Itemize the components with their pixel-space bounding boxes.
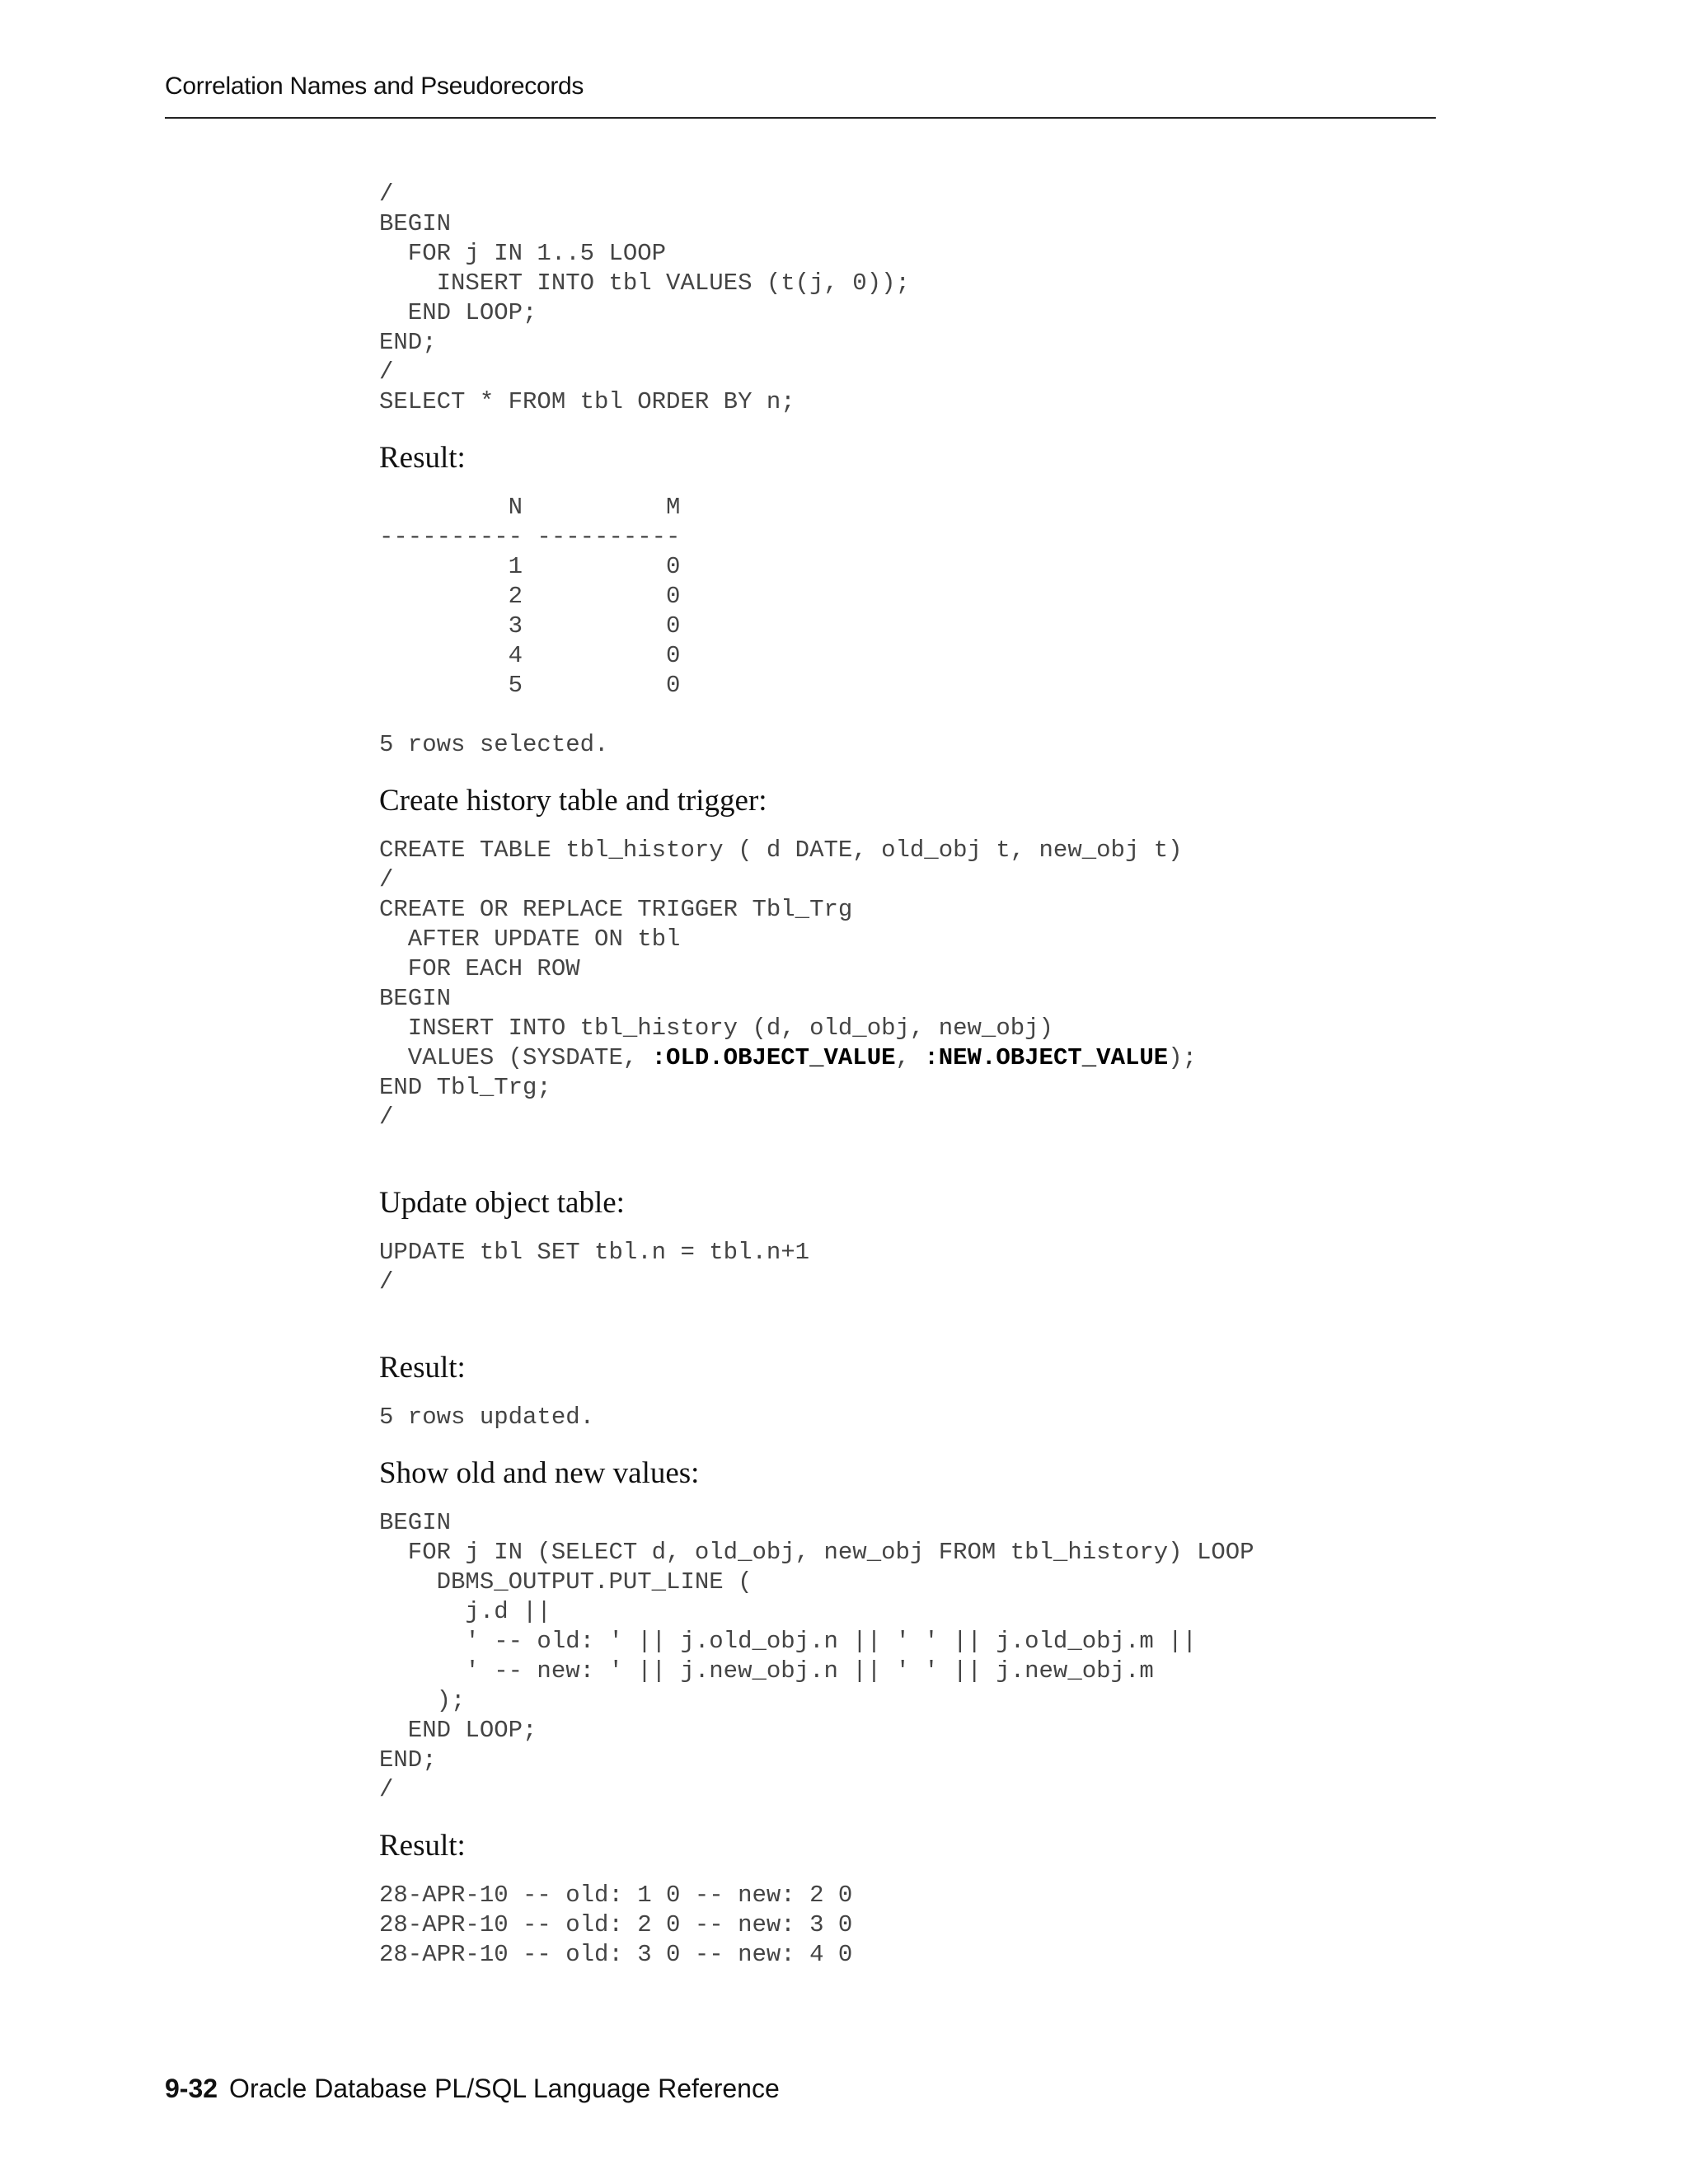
- update-result-output: 5 rows updated.: [379, 1404, 595, 1431]
- update-label: Update object table:: [379, 1186, 625, 1220]
- page-footer: [165, 2074, 780, 2104]
- code-text: ,: [895, 1044, 925, 1071]
- result-table-output: N M ---------- ---------- 1 0 2 0 3 0 4 0 5 0 5 rows selected.: [379, 494, 681, 758]
- page-number: 9-32: [165, 2074, 218, 2103]
- result-label: Result:: [379, 1829, 466, 1863]
- code-block-insert-loop: / BEGIN FOR j IN 1..5 LOOP INSERT INTO tbl VALUES (t(j, 0)); END LOOP; END; / SELECT * FROM tbl ORDER BY n;: [379, 180, 910, 415]
- code-text: CREATE TABLE tbl_history ( d DATE, old_obj t, new_obj t) / CREATE OR REPLACE TRIGGER Tbl_Trg AFTER UPDATE ON tbl FOR EACH ROW BEGIN INSERT INTO tbl_history (d, old_obj, new_obj) VALUES (SYSDATE,: [379, 837, 1183, 1071]
- code-block-show-values: BEGIN FOR j IN (SELECT d, old_obj, new_obj FROM tbl_history) LOOP DBMS_OUTPUT.PUT_LINE ( j.d || ' -- old: ' || j.old_obj.n || ' ' || j.old_obj.m || ' -- new: ' || j.new_obj.n || ' ' || j.new_obj.m ); END LOOP; END; /: [379, 1509, 1254, 1803]
- book-title: Oracle Database PL/SQL Language Reference: [229, 2074, 780, 2103]
- show-values-label: Show old and new values:: [379, 1456, 700, 1490]
- page-content: [379, 180, 1533, 1970]
- result-label: Result:: [379, 1351, 466, 1385]
- code-block-history-trigger: [379, 836, 1533, 1132]
- history-result-output: 28-APR-10 -- old: 1 0 -- new: 2 0 28-APR-10 -- old: 2 0 -- new: 3 0 28-APR-10 -- old: 3 0 -- new: 4 0: [379, 1882, 853, 1968]
- result-label: Result:: [379, 441, 466, 475]
- new-object-value: :NEW.OBJECT_VALUE: [924, 1044, 1169, 1071]
- old-object-value: :OLD.OBJECT_VALUE: [651, 1044, 896, 1071]
- history-label: Create history table and trigger:: [379, 784, 767, 818]
- code-text: ); END Tbl_Trg; /: [379, 1044, 1197, 1131]
- code-block-update: UPDATE tbl SET tbl.n = tbl.n+1 /: [379, 1239, 810, 1296]
- header-divider: [165, 117, 1436, 119]
- running-header: Correlation Names and Pseudorecords: [165, 73, 584, 100]
